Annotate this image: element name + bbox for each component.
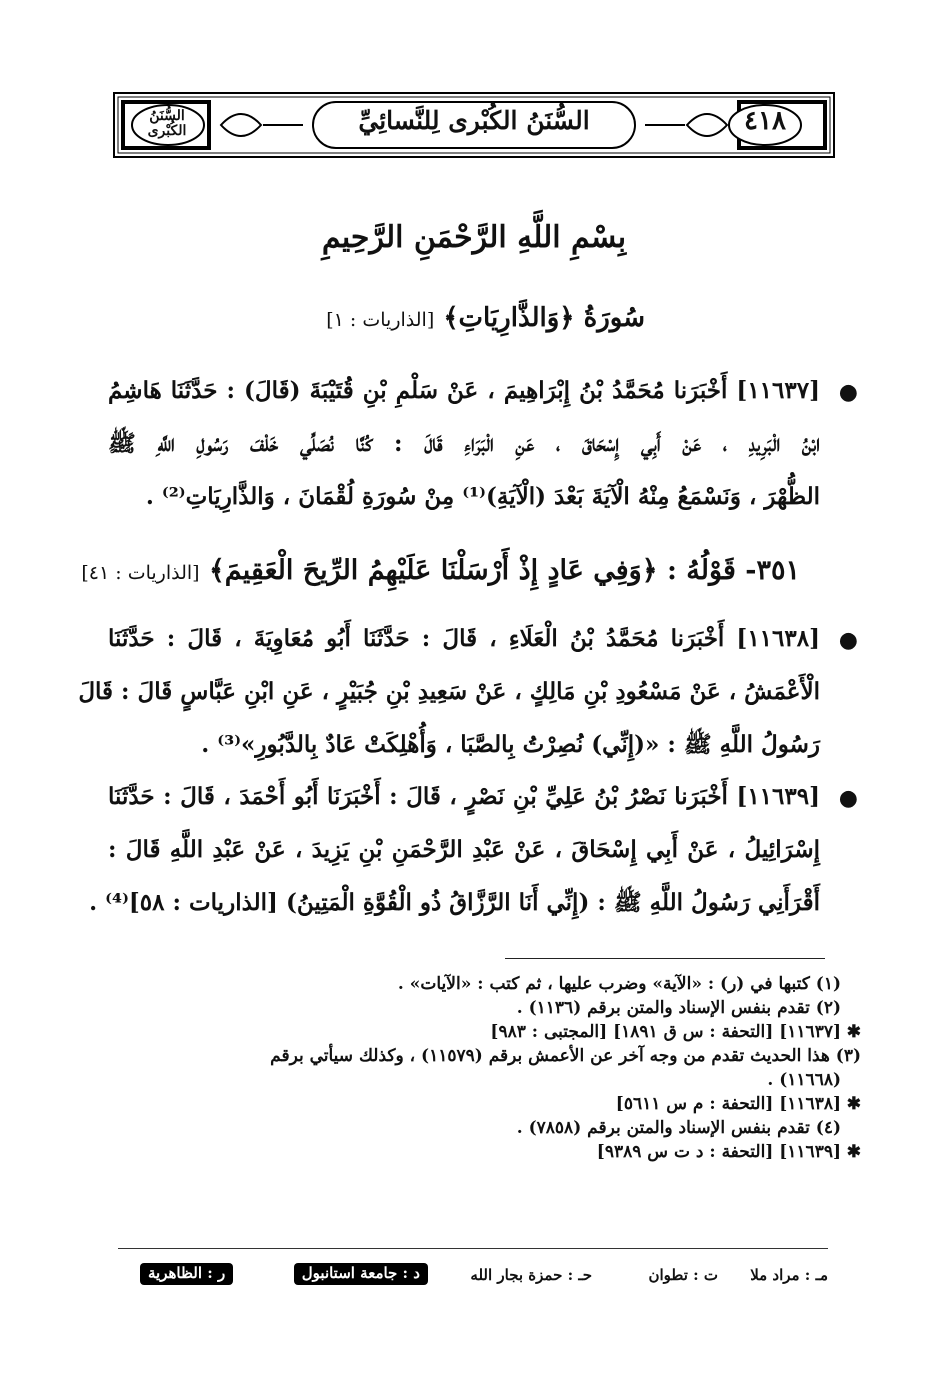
hadith-11637 xyxy=(108,364,820,523)
asterisk-icon: ✱ xyxy=(846,1094,861,1114)
manuscript-sigla xyxy=(118,1262,828,1292)
footnote-2: (٢) تقدم بنفس الإسناد والمتن برقم (١١٣٦) . xyxy=(516,998,841,1018)
hadith-line: أَقْرَأَنِي رَسُولُ اللَّهِ ﷺ : (إِنِّي أَنَا الرَّزَّاقُ ذُو الْقُوَّةِ الْمَتِينُ) [الذاريات : ٥٨]⁽⁴⁾ . xyxy=(89,889,820,916)
hadith-line: إِسْرَائِيلُ ، عَنْ أَبِي إِسْحَاقَ ، عَنْ عَبْدِ الرَّحْمَنِ بْنِ يَزِيدَ ، عَنْ عَبْدِ اللَّهِ قَالَ : xyxy=(108,836,820,863)
asterisk-icon: ✱ xyxy=(846,1142,861,1162)
footnote-4: (٤) تقدم بنفس الإسناد والمتن برقم (٧٨٥٨) . xyxy=(516,1118,841,1138)
footnote-separator xyxy=(505,958,825,959)
bullet-icon: ● xyxy=(838,380,858,405)
hadith-11638 xyxy=(78,612,820,771)
hadith-line: الْأَعْمَشُ ، عَنْ مَسْعُودِ بْنِ مَالِكٍ ، عَنْ سَعِيدِ بْنِ جُبَيْرٍ ، عَنِ ابْنِ عَبَّاسٍ قَالَ : قَالَ xyxy=(78,678,820,705)
series-logo: السُّنَنُ الكُبْرى xyxy=(147,108,187,139)
tuhfa-11639: ✱ [١١٦٣٩] [التحفة : د ت س ٩٣٨٩] xyxy=(596,1142,861,1162)
section-ref: [الذاريات : ٤١] xyxy=(81,562,200,584)
footnote-1: (١) كتبها في (ر) : «الآية» وضرب عليها ، ثم كتب : «الآيات» . xyxy=(397,974,841,994)
siglum-h: حـ : حمزة بجار الله xyxy=(470,1266,592,1284)
hadith-line: [١١٦٣٩] أَخْبَرَنا نَصْرُ بْنُ عَلِيِّ بْنِ نَصْرٍ ، قَالَ : أَخْبَرَنَا أَبُو أَحْمَدَ ، قَالَ : حَدَّثَنَا xyxy=(108,783,820,810)
hadith-line: ابْنُ الْبَرِيدِ ، عَنْ أَبِي إِسْحَاقَ ، عَنِ الْبَرَاءِ قَالَ : كُنَّا نُصَلِّي خَلْفَ رَسُولِ اللَّهِ ﷺ xyxy=(108,430,820,457)
page-number: ٤١٨ xyxy=(744,106,786,136)
footnotes xyxy=(121,972,861,1164)
hadith-line: الظُّهْرَ ، وَنَسْمَعُ مِنْهُ الْآيَةَ بَعْدَ (الْآيَةِ)⁽¹⁾ مِنْ سُورَةِ لُقْمَانَ ، وَالذَّارِيَاتِ⁽²⁾ . xyxy=(145,483,820,510)
sura-title xyxy=(130,303,645,333)
hadith-11639 xyxy=(89,770,820,929)
asterisk-icon: ✱ xyxy=(846,1022,861,1042)
basmala: بِسْمِ اللَّهِ الرَّحْمَنِ الرَّحِيمِ xyxy=(321,220,627,255)
tuhfa-11637: ✱ [١١٦٣٧] [التحفة : س ق ١٨٩١] [المجتبى : ٩٨٣] xyxy=(490,1022,861,1042)
hadith-line: [١١٦٣٧] أَخْبَرَنا مُحَمَّدُ بْنُ إِبْرَاهِيمَ ، عَنْ سَلْمِ بْنِ قُتَيْبَةَ (قَالَ) : حَدَّثَنَا هَاشِمُ xyxy=(108,377,820,404)
bullet-icon: ● xyxy=(838,786,858,811)
page-header xyxy=(113,92,835,158)
section-title: ٣٥١- قَوْلُهُ : ﴿وَفِي عَادٍ إِذْ أَرْسَلْنَا عَلَيْهِمُ الرِّيحَ الْعَقِيمَ﴾ xyxy=(208,555,800,586)
siglum-m: مـ : مراد ملا xyxy=(750,1266,828,1284)
siglum-r: ر : الظاهرية xyxy=(140,1263,233,1285)
siglum-d: د : جامعة استانبول xyxy=(294,1263,428,1285)
bullet-icon: ● xyxy=(838,628,858,653)
sura-name: سُورَةُ ﴿وَالذَّارِيَاتِ﴾ xyxy=(443,303,645,333)
sura-ref: [الذاريات : ١] xyxy=(326,309,435,331)
hadith-line: [١١٦٣٨] أَخْبَرَنا مُحَمَّدُ بْنُ الْعَلَاءِ ، قَالَ : حَدَّثَنَا أَبُو مُعَاوِيَةَ ، قَالَ : حَدَّثَنَا xyxy=(108,625,820,652)
footer-rule xyxy=(118,1248,828,1249)
running-title: السُّنَنُ الكُبْرى لِلنَّسائِيِّ xyxy=(358,106,590,135)
footnote-3-cont: (١١٦٦٨) . xyxy=(767,1070,841,1090)
tuhfa-11638: ✱ [١١٦٣٨] [التحفة : م س ٥٦١١] xyxy=(615,1094,861,1114)
siglum-t: ت : تطوان xyxy=(648,1266,718,1284)
section-heading xyxy=(81,555,800,586)
footnote-3: (٣) هذا الحديث تقدم من وجه آخر عن الأعمش برقم (١١٥٧٩) ، وكذلك سيأتي برقم xyxy=(270,1046,861,1066)
hadith-line: رَسُولُ اللَّهِ ﷺ : «(إِنِّي) نُصِرْتُ بِالصَّبَا ، وَأُهْلِكَتْ عَادٌ بِالدَّبُورِ»⁽³⁾ . xyxy=(201,731,820,758)
